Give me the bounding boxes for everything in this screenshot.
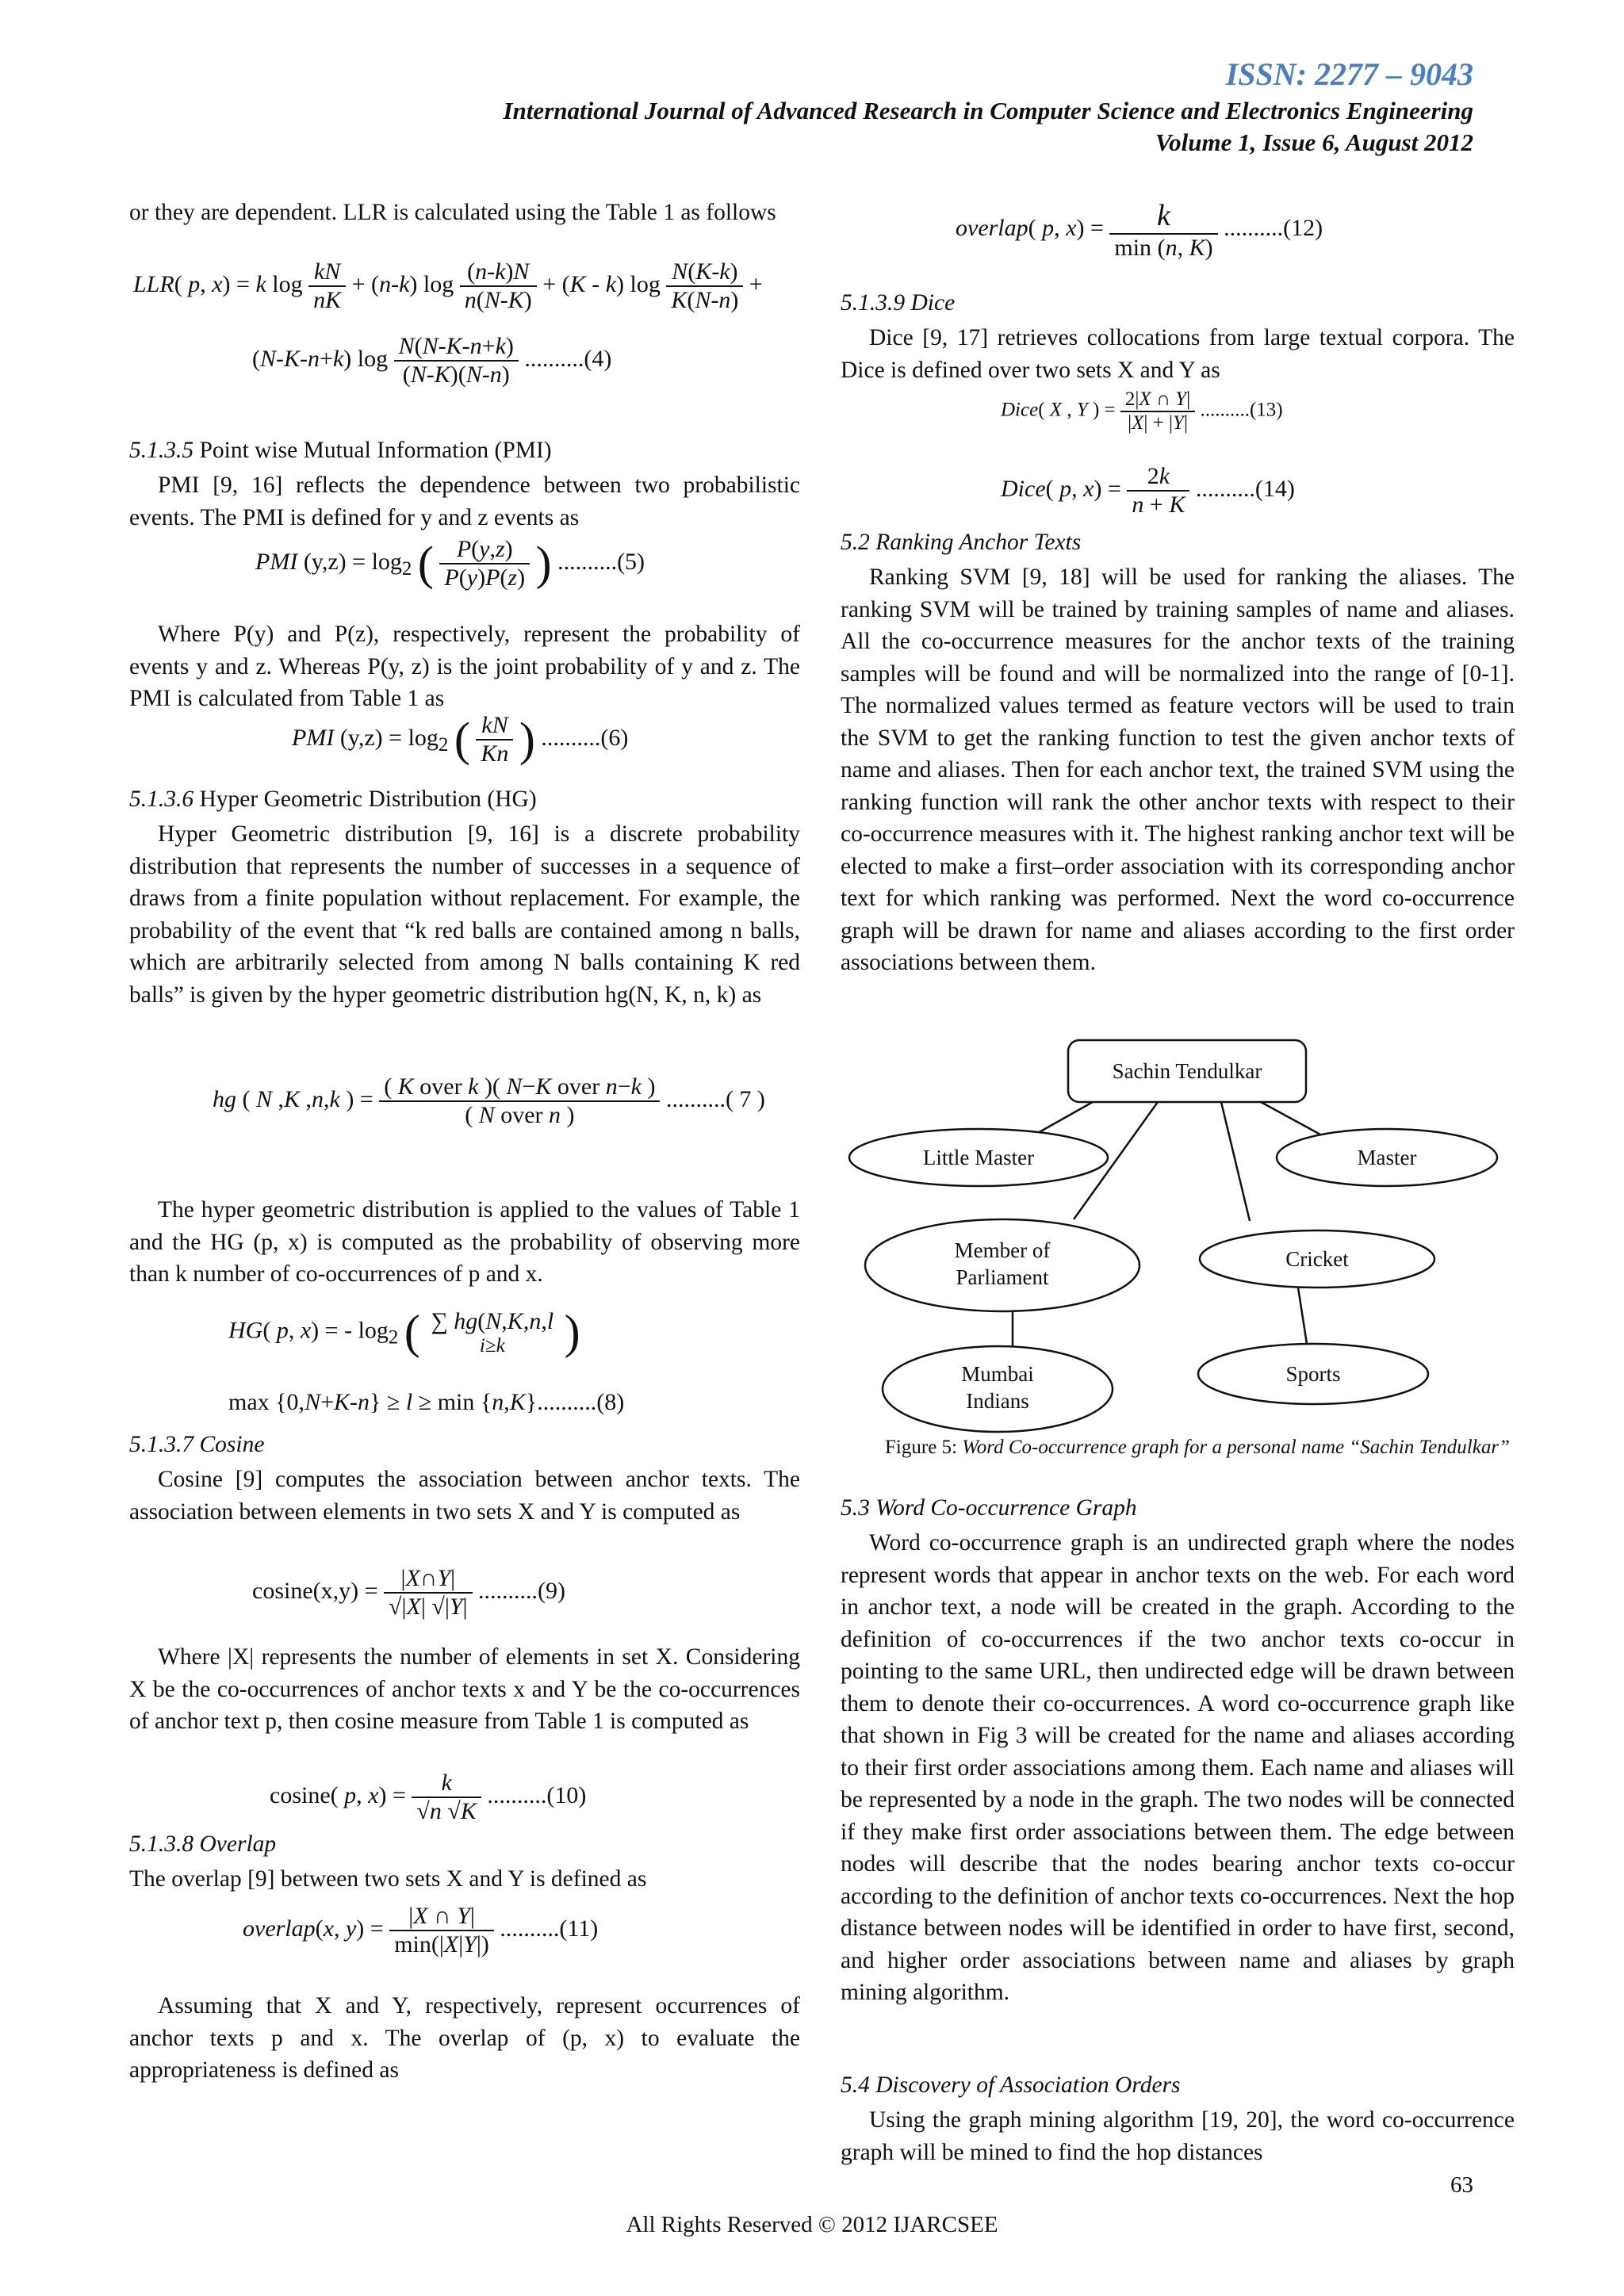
equation-overlap-px: overlap( p, x) = $\frac{k}{\min (n, K)}$ ..........(12) <box>956 199 1323 261</box>
equation-dice-px: Dice( p, x) = $\frac{2k}{n + K}$ ..........(14) <box>1001 463 1295 518</box>
equation-number-10: ..........(10) <box>487 1781 587 1808</box>
equation-number-4: ..........(4) <box>524 345 612 372</box>
node-label: Little Master <box>922 1146 1035 1169</box>
equation-number-11: ..........(11) <box>500 1915 599 1942</box>
equation-number-7: ..........( 7 ) <box>665 1085 765 1112</box>
equation-cosine-px: cosine( p, x) = $\frac{k}{√n √K}$ ..........(10) <box>270 1770 587 1824</box>
section-heading-dice: 5.1.3.9 Dice <box>841 290 956 316</box>
equation-cosine: cosine(x,y) = $\frac{|X\cap Y|}{√|X| √|Y|}$ ..........(9) <box>252 1565 566 1620</box>
node-cricket <box>1200 1230 1434 1288</box>
section-title: Hyper Geometric Distribution (HG) <box>199 786 537 812</box>
equation-llr-continued: (N-K-n+k) log $\frac{N(N-K-n+k)}{(N-K)(N-n)}$ ..........(4) <box>252 333 612 388</box>
hg-paragraph: Hyper Geometric distribution [9, 16] is a discrete probability distribution that represents the number of successes in a sequence of draws from a finite population without replacement. For example, the probability of the event that “k red balls are contained among n balls, which are arbitrarily selected from among N balls containing K red balls” is given by the hyper geometric distribution hg(N, K, n, k) as <box>129 821 800 1008</box>
node-member-of-parliament <box>865 1219 1139 1311</box>
hg-applied-paragraph: The hyper geometric distribution is applied to the values of Table 1 and the HG (p, x) is computed as the probability of observing more than k number of co-occurrences of p and x. <box>129 1197 800 1287</box>
node-master <box>1277 1129 1497 1186</box>
equation-dice-sets: Dice( X , Y ) = $\frac{2|X \cap Y|}{|X| + |Y|}$ ..........(13) <box>1001 388 1283 434</box>
intro-paragraph: or they are dependent. LLR is calculated using the Table 1 as follows <box>129 200 776 225</box>
node-sports <box>1198 1344 1428 1404</box>
section-title: Point wise Mutual Information (PMI) <box>199 438 552 463</box>
section-heading-discovery: 5.4 Discovery of Association Orders <box>841 2072 1181 2098</box>
graph-paragraph: Word co-occurrence graph is an undirected graph where the nodes represent words that appear in anchor texts on the web. For each word in anchor text, a node will be created in the graph. According to the definition of co-occurrences if the two anchor texts co-occur in pointing to the same URL, then undirected edge will be drawn between them to denote their co-occurrences. A word co-occurrence graph like that shown in Fig 3 will be created for the name and aliases according to their first order associations among them. Each name and aliases will be represented by a node in the graph. The two nodes will be connected if they make first order associations between them. The edge between nodes will describe that the nodes bearing anchor texts co-occur according to the definition of anchor texts co-occurrences. Next the hop distance between nodes will be identified in order to have first, second, and higher order associations between name and aliases by graph mining algorithm. <box>841 1530 1515 2005</box>
volume-info: Volume 1, Issue 6, August 2012 <box>1155 128 1473 156</box>
equation-number-14: ..........(14) <box>1195 475 1295 502</box>
page-number: 63 <box>1450 2172 1473 2198</box>
figure-caption-prefix: Figure 5: <box>885 1437 957 1458</box>
equation-hg-bounds: max {0,N+K-n} ≥ l ≥ min {n,K}..........(8) <box>228 1389 625 1415</box>
journal-title: International Journal of Advanced Research in Computer Science and Electronics Engineering <box>503 97 1473 124</box>
section-heading-graph: 5.3 Word Co-occurrence Graph <box>841 1495 1137 1521</box>
cosine-paragraph: Cosine [9] computes the association between anchor texts. The association between elements in two sets X and Y is computed as <box>129 1467 800 1525</box>
issn-header: ISSN: 2277 – 9043 <box>1225 56 1473 92</box>
equation-number-8: ..........(8) <box>537 1389 625 1415</box>
node-label: Member of <box>954 1238 1051 1262</box>
node-mumbai-indians <box>883 1346 1113 1432</box>
section-heading-overlap: 5.1.3.8 Overlap <box>129 1831 277 1857</box>
node-label: Mumbai <box>961 1362 1034 1386</box>
section-number: 5.1.3.6 <box>129 786 194 812</box>
equation-hg: hg ( N ,K ,n,k ) = $\frac{\text{( K over k )( N−K over n−k )}}{\text{( N over n )}}$ ..........( 7 ) <box>213 1073 765 1128</box>
node-label: Sachin Tendulkar <box>1112 1059 1262 1083</box>
ranking-paragraph: Ranking SVM [9, 18] will be used for ranking the aliases. The ranking SVM will be trained by training samples of name and aliases. All the co-occurrence measures for the anchor texts of the training samples will be found and will be normalized into the range of [0-1]. The normalized values termed as feature vectors will be used to train the SVM to get the ranking function to test the given anchor texts of name and aliases. Then for each anchor text, the trained SVM using the ranking function will rank the other anchor texts with respect to their co-occurrence measures with it. The highest ranking anchor text will be elected to make a first–order association with its corresponding anchor text for which ranking was performed. Next the word co-occurrence graph will be drawn for name and aliases according to the first order associations between them. <box>841 564 1515 975</box>
section-heading-cosine: 5.1.3.7 Cosine <box>129 1432 265 1457</box>
equation-number-9: ..........(9) <box>478 1577 566 1604</box>
equation-number-12: ..........(12) <box>1224 214 1323 241</box>
section-heading-pmi <box>129 438 552 464</box>
equation-overlap: overlap(x, y) = $\frac{|X \cap Y|}{\min(|X|Y|)}$ ..........(11) <box>243 1903 599 1957</box>
equation-hg-px: HG( p, x) = - $\log_2$ ( ∑ hg(N,K,n,l i≥k ) <box>228 1306 580 1358</box>
node-label: Master <box>1357 1146 1417 1169</box>
assuming-paragraph: Assuming that X and Y, respectively, represent occurrences of anchor texts p and x. The overlap of (p, x) to evaluate the appropriateness is defined as <box>129 1993 800 2083</box>
equation-pmi: PMI $(y,z) = \log_2$ ( $\frac{P(y,z)}{P(y)P(z)}$ ) ..........(5) <box>255 536 645 591</box>
node-sachin-tendulkar <box>1068 1040 1306 1102</box>
cosine-where-paragraph: Where |X| represents the number of elements in set X. Considering X be the co-occurrences of anchor texts x and Y be the co-occurrences of anchor text p, then cosine measure from Table 1 is computed as <box>129 1644 800 1734</box>
figure-caption <box>841 1435 1554 1460</box>
pmi-where-paragraph: Where P(y) and P(z), respectively, represent the probability of events y and z. Whereas P(y, z) is the joint probability of y and z. The PMI is calculated from Table 1 as <box>129 622 800 711</box>
edge-root-cricket <box>1221 1102 1250 1221</box>
word-cooccurrence-graph <box>841 1031 1538 1435</box>
figure-caption-text: Word Co-occurrence graph for a personal name “Sachin Tendulkar” <box>962 1437 1510 1458</box>
overlap-paragraph: The overlap [9] between two sets X and Y is defined as <box>129 1866 647 1892</box>
pmi-paragraph: PMI [9, 16] reflects the dependence between two probabilistic events. The PMI is defined for y and z events as <box>129 473 800 530</box>
footer-copyright: All Rights Reserved © 2012 IJARCSEE <box>626 2212 998 2237</box>
node-label: Parliament <box>956 1265 1049 1289</box>
section-number: 5.1.3.5 <box>129 438 194 463</box>
dice-paragraph: Dice [9, 17] retrieves collocations from large textual corpora. The Dice is defined over two sets X and Y as <box>841 325 1515 383</box>
equation-number-6: ..........(6) <box>541 724 629 751</box>
edge-cricket-sports <box>1298 1288 1307 1344</box>
section-heading-hg <box>129 786 537 813</box>
node-little-master <box>849 1129 1108 1186</box>
node-label: Sports <box>1285 1362 1341 1386</box>
discovery-paragraph: Using the graph mining algorithm [19, 20], the word co-occurrence graph will be mined to find the hop distances <box>841 2107 1515 2165</box>
node-label: Cricket <box>1285 1247 1349 1271</box>
equation-number-5: ..........(5) <box>557 548 645 575</box>
node-label: Indians <box>966 1389 1029 1413</box>
equation-number-13: ..........(13) <box>1200 399 1283 421</box>
equation-pmi-table: PMI $(y,z) = \log_2$ ( $\frac{kN}{Kn}$ ) ..........(6) <box>292 712 629 767</box>
section-heading-ranking: 5.2 Ranking Anchor Texts <box>841 530 1082 555</box>
equation-llr: LLR( p, x) = k log $\frac{kN}{nK}$ + (n-k) log $\frac{(n-k)N}{n(N-K)}$ + (K - k) log $\frac{N(K-k)}{K(N-n)}$ + <box>133 258 763 313</box>
